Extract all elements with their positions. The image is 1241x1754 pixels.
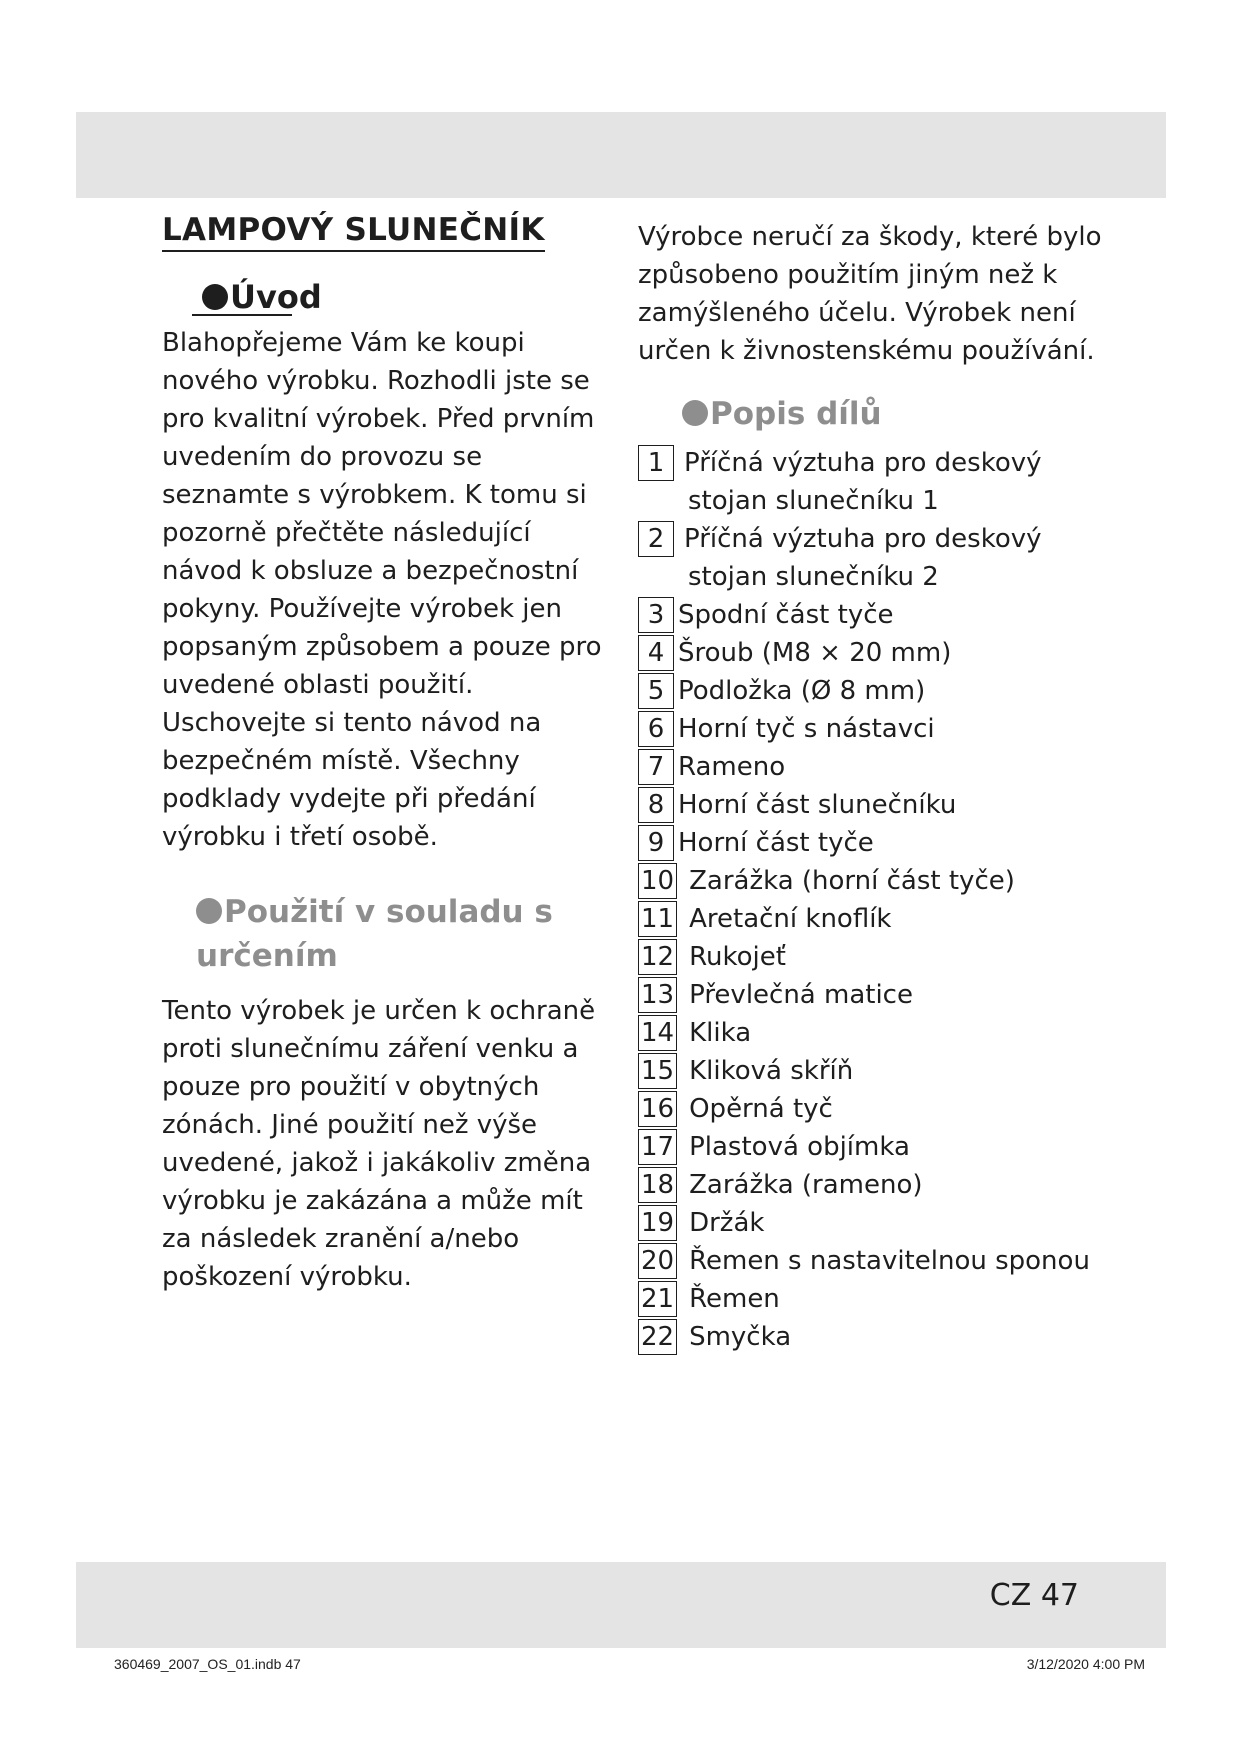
parts-heading: [682, 392, 1108, 436]
part-number: 9: [638, 825, 674, 861]
part-label: Držák: [689, 1208, 765, 1238]
print-slug-file: 360469_2007_OS_01.indb 47: [114, 1656, 301, 1672]
part-number: 7: [638, 749, 674, 785]
parts-list: [638, 444, 1108, 1356]
part-number: 6: [638, 711, 674, 747]
list-item: [638, 786, 1108, 824]
intended-use-text-continued: Výrobce neručí za škody, které bylo způsobeno použitím jiným než k zamýšleného účelu. Výrobek není určen k živnostenskému používání.: [638, 222, 1102, 366]
part-number: 17: [638, 1129, 677, 1165]
list-item: [638, 1242, 1108, 1280]
list-item: [638, 1204, 1108, 1242]
part-label: Řemen s nastavitelnou sponou: [689, 1246, 1090, 1276]
part-label: Aretační knoflík: [689, 904, 892, 934]
list-item: [638, 748, 1108, 786]
part-number: 5: [638, 673, 674, 709]
part-number: 3: [638, 597, 674, 633]
part-number: 15: [638, 1053, 677, 1089]
part-label: Příčná výztuha pro deskový stojan slunečníku 2: [684, 524, 1042, 592]
part-number: 19: [638, 1205, 677, 1241]
bullet-icon: [202, 284, 228, 310]
list-item: [638, 520, 1108, 596]
part-label: Kliková skříň: [689, 1056, 854, 1086]
right-column: [638, 218, 1108, 1356]
part-label: Zarážka (horní část tyče): [689, 866, 1015, 896]
list-item: [638, 824, 1108, 862]
heading-underline: [192, 314, 292, 316]
list-item: [638, 672, 1108, 710]
page-title: LAMPOVÝ SLUNEČNÍK: [162, 212, 545, 252]
part-label: Příčná výztuha pro deskový stojan slunečníku 1: [684, 448, 1042, 516]
part-label: Rameno: [678, 752, 786, 782]
part-number: 16: [638, 1091, 677, 1127]
part-number: 4: [638, 635, 674, 671]
list-item: [638, 1280, 1108, 1318]
list-item: [638, 1090, 1108, 1128]
part-label: Horní část tyče: [678, 828, 874, 858]
parts-heading-text: Popis dílů: [710, 396, 882, 432]
part-number: 2: [638, 521, 674, 557]
list-item: [638, 596, 1108, 634]
left-column: [162, 212, 607, 1296]
part-label: Převlečná matice: [689, 980, 913, 1010]
list-item: [638, 938, 1108, 976]
part-label: Podložka (Ø 8 mm): [678, 676, 926, 706]
part-number: 8: [638, 787, 674, 823]
part-label: Opěrná tyč: [689, 1094, 833, 1124]
part-number: 13: [638, 977, 677, 1013]
part-label: Zarážka (rameno): [689, 1170, 923, 1200]
part-label: Řemen: [689, 1284, 780, 1314]
part-number: 22: [638, 1319, 677, 1355]
list-item: [638, 1166, 1108, 1204]
bullet-icon: [196, 898, 222, 924]
list-item: [638, 862, 1108, 900]
part-number: 11: [638, 901, 677, 937]
list-item: [638, 710, 1108, 748]
list-item: [638, 634, 1108, 672]
intended-use-heading: [196, 890, 607, 978]
part-number: 10: [638, 863, 677, 899]
part-number: 20: [638, 1243, 677, 1279]
list-item: [638, 444, 1108, 520]
part-label: Smyčka: [689, 1322, 792, 1352]
part-number: 14: [638, 1015, 677, 1051]
intended-use-text: Tento výrobek je určen k ochraně proti slunečnímu záření venku a pouze pro použití v obytných zónách. Jiné použití než výše uvedené, jakož i jakákoliv změna výrobku je zakázána a může mít za následek zranění a/nebo poškození výrobku.: [162, 996, 596, 1292]
header-band: [76, 112, 1166, 198]
part-label: Horní část slunečníku: [678, 790, 957, 820]
part-label: Spodní část tyče: [678, 600, 894, 630]
list-item: [638, 1014, 1108, 1052]
intro-heading: [202, 278, 322, 316]
list-item: [638, 1128, 1108, 1166]
part-label: Rukojeť: [689, 942, 786, 972]
bullet-icon: [682, 400, 708, 426]
part-label: Plastová objímka: [689, 1132, 910, 1162]
part-number: 1: [638, 445, 674, 481]
list-item: [638, 976, 1108, 1014]
part-label: Horní tyč s nástavci: [678, 714, 935, 744]
part-label: Šroub (M8 × 20 mm): [678, 638, 952, 668]
part-number: 21: [638, 1281, 677, 1317]
intro-heading-text: Úvod: [230, 278, 322, 316]
part-number: 12: [638, 939, 677, 975]
part-label: Klika: [689, 1018, 752, 1048]
print-slug-date: 3/12/2020 4:00 PM: [1026, 1656, 1145, 1672]
page-number: CZ 47: [989, 1578, 1079, 1613]
list-item: [638, 900, 1108, 938]
intended-use-heading-text: Použití v souladu s určením: [196, 894, 553, 974]
intro-text: Blahopřejeme Vám ke koupi nového výrobku. Rozhodli jste se pro kvalitní výrobek. Před prvním uvedením do provozu se seznamte s výrobkem. K tomu si pozorně přečtěte následující návod k obsluze a bezpečnostní pokyny. Používejte výrobek jen popsaným způsobem a pouze pro uvedené oblasti použití. Uschovejte si tento návod na bezpečném místě. Všechny podklady vydejte při předání výrobku i třetí osobě.: [162, 328, 602, 852]
list-item: [638, 1052, 1108, 1090]
part-number: 18: [638, 1167, 677, 1203]
list-item: [638, 1318, 1108, 1356]
